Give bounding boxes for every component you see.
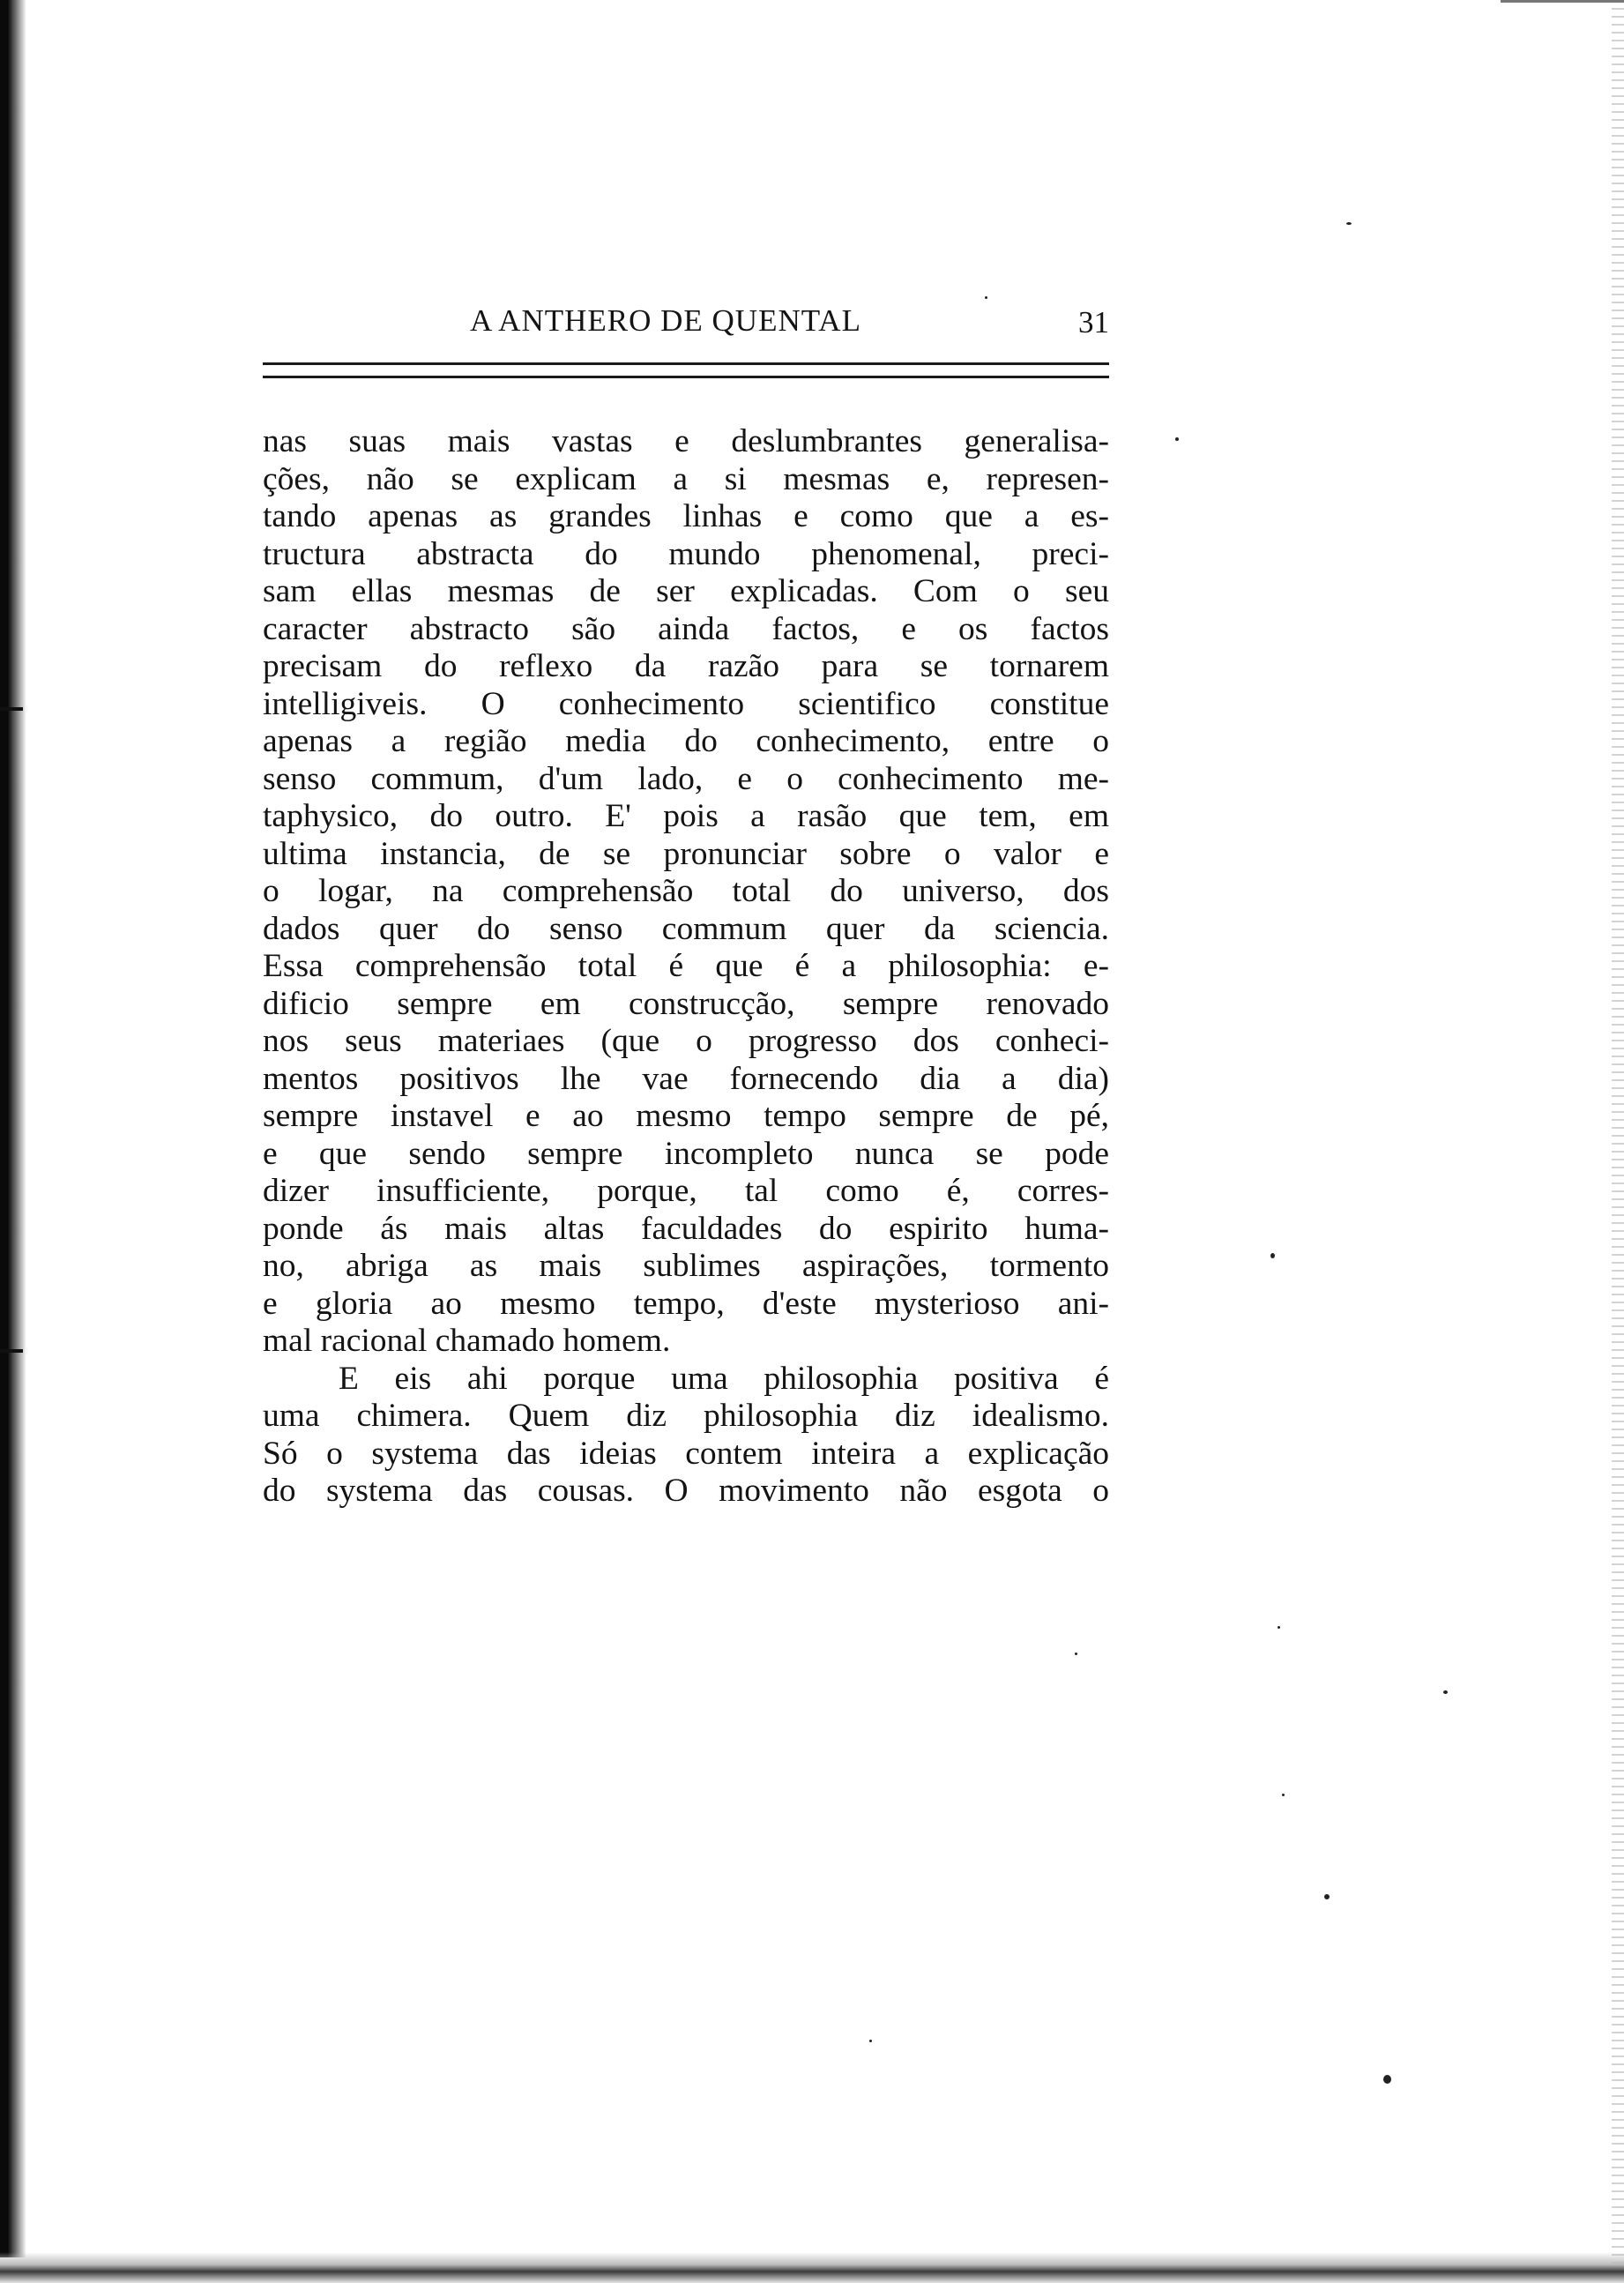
paper-speck (869, 2040, 872, 2042)
text-line: ponde ás mais altas faculdades do espirito huma- (263, 1210, 1109, 1247)
text-line: tando apenas as grandes linhas e como que a es- (263, 498, 1109, 534)
page-right-edge (1612, 0, 1624, 2283)
text-line: apenas a região media do conhecimento, entre o (263, 723, 1109, 759)
text-line: e que sendo sempre incompleto nunca se pode (263, 1135, 1109, 1172)
text-line: do systema das cousas. O movimento não esgota o (263, 1473, 1109, 1509)
text-line: E eis ahi porque uma philosophia positiva é (339, 1360, 1109, 1397)
paper-speck (1075, 1653, 1077, 1655)
text-line: precisam do reflexo da razão para se tornarem (263, 648, 1109, 684)
running-head (263, 298, 1109, 344)
text-line: dados quer do senso commum quer da sciencia. (263, 910, 1109, 947)
text-line: Só o systema das ideias contem inteira a explicação (263, 1435, 1109, 1472)
paper-speck (1324, 1894, 1330, 1899)
text-line: taphysico, do outro. E' pois a rasão que tem, em (263, 798, 1109, 834)
text-line: dizer insufficiente, porque, tal como é, corres- (263, 1173, 1109, 1209)
text-line: o logar, na comprehensão total do universo, dos (263, 873, 1109, 909)
header-rule-bottom (263, 376, 1109, 378)
text-line: e gloria ao mesmo tempo, d'este mysterioso ani- (263, 1285, 1109, 1322)
text-line: ultima instancia, de se pronunciar sobre o valor e (263, 835, 1109, 872)
header-rule-top (263, 362, 1109, 365)
page-binding-edge (0, 0, 26, 2257)
binding-mark (0, 707, 23, 711)
text-line: ções, não se explicam a si mesmas e, represen- (263, 460, 1109, 497)
paper-speck (1278, 1626, 1280, 1629)
text-line: caracter abstracto são ainda factos, e os factos (263, 610, 1109, 647)
text-line: intelligiveis. O conhecimento scientifico constitue (263, 685, 1109, 722)
text-line: mal racional chamado homem. (263, 1323, 671, 1359)
text-line: sempre instavel e ao mesmo tempo sempre de pé, (263, 1098, 1109, 1134)
body-text (263, 423, 1109, 1511)
page-number: 31 (1078, 305, 1109, 339)
paper-speck (1346, 222, 1352, 225)
running-title: A ANTHERO DE QUENTAL (470, 303, 861, 338)
paper-speck (1175, 437, 1179, 441)
page-top-edge (1501, 0, 1624, 3)
text-line: senso commum, d'um lado, e o conhecimento me- (263, 760, 1109, 797)
binding-mark (0, 1349, 23, 1353)
paper-speck (985, 296, 987, 299)
paper-speck (1383, 2075, 1391, 2084)
text-line: no, abriga as mais sublimes aspirações, tormento (263, 1248, 1109, 1284)
text-line: dificio sempre em construcção, sempre renovado (263, 985, 1109, 1022)
paper-speck (1443, 1690, 1448, 1694)
paper-speck (1270, 1253, 1275, 1258)
text-line: nas suas mais vastas e deslumbrantes generalisa- (263, 423, 1109, 459)
text-line: sam ellas mesmas de ser explicadas. Com o seu (263, 573, 1109, 609)
text-line: tructura abstracta do mundo phenomenal, preci- (263, 535, 1109, 572)
text-line: nos seus materiaes (que o progresso dos conheci- (263, 1023, 1109, 1059)
text-line: uma chimera. Quem diz philosophia diz idealismo. (263, 1398, 1109, 1434)
paper-speck (1282, 1794, 1285, 1796)
text-line: mentos positivos lhe vae fornecendo dia a dia) (263, 1060, 1109, 1097)
text-line: Essa comprehensão total é que é a philosophia: e- (263, 948, 1109, 984)
page-bottom-edge (0, 2252, 1624, 2283)
